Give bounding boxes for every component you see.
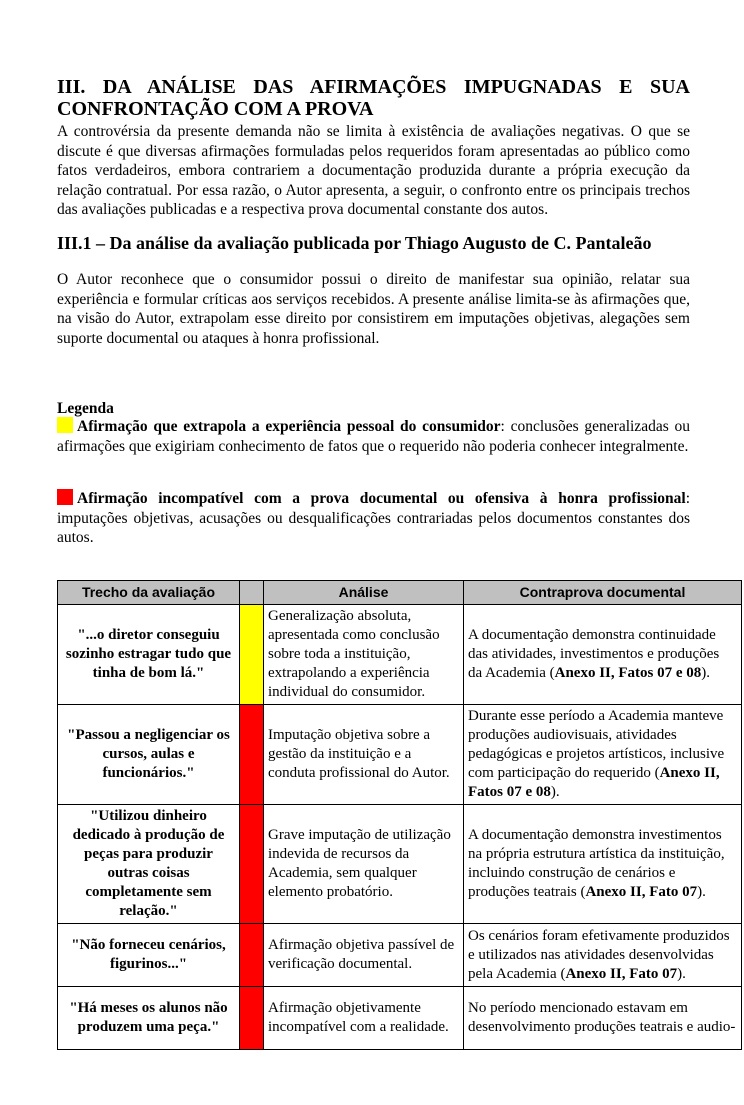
quote-cell: "Utilizou dinheiro dedicado à produção de peças para produzir outras coisas completamente sem relação." bbox=[58, 805, 240, 924]
table-row bbox=[58, 805, 742, 924]
quote-cell: "...o diretor conseguiu sozinho estragar tudo que tinha de bom lá." bbox=[58, 605, 240, 705]
red-marker bbox=[240, 987, 263, 1049]
red-marker bbox=[240, 924, 263, 986]
header-quote: Trecho da avaliação bbox=[58, 581, 240, 605]
proof-end: ). bbox=[677, 965, 686, 982]
proof-text: A documentação demonstra continuidade das atividades, investimentos e produções da Academia ( bbox=[468, 627, 720, 681]
proof-cell bbox=[464, 924, 742, 987]
red-marker bbox=[240, 805, 263, 923]
analysis-cell: Afirmação objetiva passível de verificação documental. bbox=[264, 924, 464, 987]
header-analysis: Análise bbox=[264, 581, 464, 605]
legend-item-red bbox=[57, 489, 690, 548]
legend-description: : conclusões generalizadas ou afirmações que exigiriam conhecimento de fatos que o requerido não poderia conhecer integralmente. bbox=[57, 418, 690, 455]
analysis-cell: Imputação objetiva sobre a gestão da instituição e a conduta profissional do Autor. bbox=[264, 705, 464, 805]
table-row bbox=[58, 924, 742, 987]
proof-text: Os cenários foram efetivamente produzidos e utilizados nas atividades desenvolvidas pela Academia ( bbox=[468, 927, 730, 982]
proof-reference: Anexo II, Fato 07 bbox=[565, 965, 678, 982]
section-heading-line1: III. DA ANÁLISE DAS AFIRMAÇÕES IMPUGNADAS E SUA bbox=[57, 76, 690, 98]
legend-label: Afirmação que extrapola a experiência pessoal do consumidor bbox=[77, 418, 501, 435]
red-marker bbox=[240, 705, 263, 804]
proof-cell bbox=[464, 705, 742, 805]
marker-cell-red bbox=[240, 987, 264, 1050]
analysis-cell: Generalização absoluta, apresentada como conclusão sobre toda a instituição, extrapolando a experiência individual do consumidor. bbox=[264, 605, 464, 705]
legend-label: Afirmação incompatível com a prova documental ou ofensiva à honra profissional bbox=[77, 490, 686, 507]
proof-text: No período mencionado estavam em desenvolvimento produções teatrais e audio- bbox=[468, 1000, 736, 1035]
table-header-row bbox=[58, 581, 742, 605]
intro-paragraph: A controvérsia da presente demanda não se limita à existência de avaliações negativas. O que se discute é que diversas afirmações formuladas pelos requeridos foram apresentadas ao público como fatos verdadeiros, embora contrariem a documentação produzida durante a própria execução da relação contratual. Por essa razão, o Autor apresenta, a seguir, o confronto entre os principais trechos das avaliações publicadas e a respectiva prova documental constante dos autos. bbox=[57, 123, 690, 218]
proof-reference: Anexo II, Fatos 07 e 08 bbox=[554, 665, 702, 681]
proof-cell bbox=[464, 805, 742, 924]
header-proof: Contraprova documental bbox=[464, 581, 742, 605]
proof-end: ). bbox=[697, 884, 706, 900]
marker-cell-red bbox=[240, 705, 264, 805]
red-swatch bbox=[57, 489, 73, 505]
proof-reference: Anexo II, Fatos 07 e 08 bbox=[468, 765, 720, 800]
legend-item-yellow bbox=[57, 417, 690, 456]
section-heading-line2: CONFRONTAÇÃO COM A PROVA bbox=[57, 98, 374, 120]
header-marker bbox=[240, 581, 264, 605]
section-heading bbox=[57, 76, 690, 120]
proof-cell bbox=[464, 987, 742, 1050]
table-row bbox=[58, 987, 742, 1050]
proof-end: ). bbox=[550, 784, 560, 800]
analysis-cell: Afirmação objetivamente incompatível com a realidade. bbox=[264, 987, 464, 1050]
proof-reference: Anexo II, Fato 07 bbox=[585, 884, 698, 900]
yellow-marker bbox=[240, 605, 263, 704]
quote-cell: "Não forneceu cenários, figurinos..." bbox=[58, 924, 240, 987]
quote-cell: "Há meses os alunos não produzem uma peça." bbox=[58, 987, 240, 1050]
marker-cell-red bbox=[240, 924, 264, 987]
proof-text: A documentação demonstra investimentos na própria estrutura artística da instituição, incluindo construção de cenários e produções teatrais ( bbox=[468, 827, 725, 900]
quote-cell: "Passou a negligenciar os cursos, aulas e funcionários." bbox=[58, 705, 240, 805]
proof-cell bbox=[464, 605, 742, 705]
table-row bbox=[58, 705, 742, 805]
marker-cell-red bbox=[240, 805, 264, 924]
evidence-table bbox=[57, 580, 742, 1050]
yellow-swatch bbox=[57, 417, 73, 433]
subsection-heading: III.1 – Da análise da avaliação publicada por Thiago Augusto de C. Pantaleão bbox=[57, 233, 652, 253]
analysis-cell: Grave imputação de utilização indevida de recursos da Academia, sem qualquer elemento probatório. bbox=[264, 805, 464, 924]
legend-title: Legenda bbox=[57, 400, 114, 417]
marker-cell-yellow bbox=[240, 605, 264, 705]
table-row bbox=[58, 605, 742, 705]
subsection-paragraph: O Autor reconhece que o consumidor possui o direito de manifestar sua opinião, relatar sua experiência e formular críticas aos serviços recebidos. A presente análise limita-se às afirmações que, na visão do Autor, extrapolam esse direito por consistirem em imputações objetivas, alegações sem suporte documental ou ataques à honra profissional. bbox=[57, 271, 690, 347]
legend-description: : imputações objetivas, acusações ou desqualificações contrariadas pelos documentos constantes dos autos. bbox=[57, 490, 690, 546]
proof-end: ). bbox=[701, 665, 711, 681]
proof-text: Durante esse período a Academia manteve produções audiovisuais, atividades pedagógicas e projetos artísticos, inclusive com participação do requerido ( bbox=[468, 708, 725, 781]
